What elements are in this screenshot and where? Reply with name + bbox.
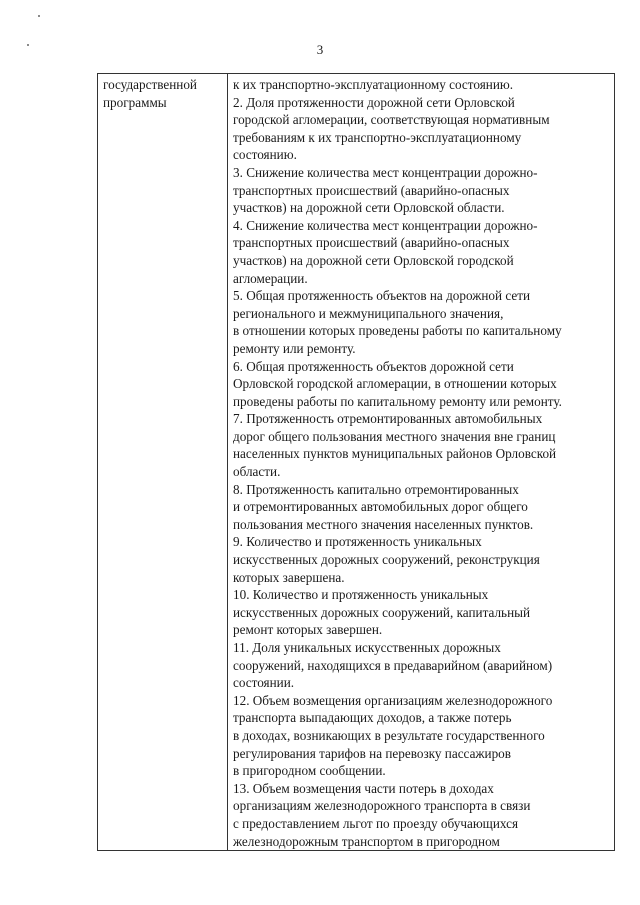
indicator-line: пользования местного значения населенных пунктов. [233,516,534,532]
indicator-line: с предоставлением льгот по проезду обучающихся [233,815,519,831]
indicator-line: регионального и межмуниципального значения, [233,305,504,321]
page-number: 3 [316,42,324,57]
indicator-line: состоянию. [233,147,297,163]
indicator-line: и отремонтированных автомобильных дорог общего [233,499,528,515]
indicator-line: требованиям к их транспортно-эксплуатационному [233,129,522,145]
row-label-cell [98,74,228,851]
indicator-line: ремонту или ремонту. [233,340,356,356]
scan-speck [38,15,40,17]
program-table [97,73,615,851]
label-line: программы [103,94,167,110]
indicator-line: 8. Протяженность капитально отремонтированных [233,481,519,497]
indicator-line: транспортных происшествий (аварийно-опасных [233,182,510,198]
indicator-line: проведены работы по капитальному ремонту или ремонту. [233,393,562,409]
indicator-line: транспортных происшествий (аварийно-опасных [233,235,510,251]
indicator-line: состоянии. [233,675,295,691]
indicator-line: искусственных дорожных сооружений, капитальный [233,604,531,620]
indicator-line: организациям железнодорожного транспорта в связи [233,798,531,814]
indicator-line: к их транспортно-эксплуатационному состоянию. [233,77,514,92]
indicator-line: 13. Объем возмещения части потерь в доходах [233,780,494,796]
indicator-line: городской агломерации, соответствующая нормативным [233,112,550,128]
indicator-line: 10. Количество и протяженность уникальных [233,587,489,603]
indicator-line: участков) на дорожной сети Орловской области. [233,200,505,216]
table-row [98,74,615,851]
indicator-line: Орловской городской агломерации, в отношении которых [233,376,557,392]
indicator-line: 11. Доля уникальных искусственных дорожных [233,640,501,655]
indicator-line: 9. Количество и протяженность уникальных [233,534,482,550]
indicator-line: в пригородном сообщении. [233,763,386,779]
indicator-line: в доходах, возникающих в результате государственного [233,727,545,743]
indicator-line: 4. Снижение количества мест концентрации дорожно- [233,217,538,233]
label-line: государственной [103,77,197,92]
indicator-line: 2. Доля протяженности дорожной сети Орловской [233,94,515,110]
indicator-line: области. [233,464,281,480]
indicator-line: сооружений, находящихся в предаварийном (аварийном) [233,657,553,673]
indicator-line: 5. Общая протяженность объектов на дорожной сети [233,288,531,304]
indicators-cell [228,74,615,851]
indicator-line: которых завершена. [233,569,345,585]
indicator-line: агломерации. [233,270,308,286]
indicator-line: в отношении которых проведены работы по капитальному [233,323,562,339]
indicator-line: дорог общего пользования местного значения вне границ [233,428,556,444]
indicator-line: транспорта выпадающих доходов, а также потерь [233,710,512,726]
indicator-line: участков) на дорожной сети Орловской городской [233,252,514,268]
indicator-line: железнодорожным транспортом в пригородном [233,833,500,849]
indicator-line: 6. Общая протяженность объектов дорожной сети [233,358,514,374]
indicator-line: населенных пунктов муниципальных районов Орловской [233,446,557,462]
indicator-line: 3. Снижение количества мест концентрации дорожно- [233,164,538,180]
indicator-line: искусственных дорожных сооружений, реконструкция [233,552,540,568]
indicator-line: ремонт которых завершен. [233,622,383,638]
indicator-line: 7. Протяженность отремонтированных автомобильных [233,411,543,427]
indicator-line: регулирования тарифов на перевозку пассажиров [233,745,511,761]
indicator-line: 12. Объем возмещения организациям железнодорожного [233,692,553,708]
